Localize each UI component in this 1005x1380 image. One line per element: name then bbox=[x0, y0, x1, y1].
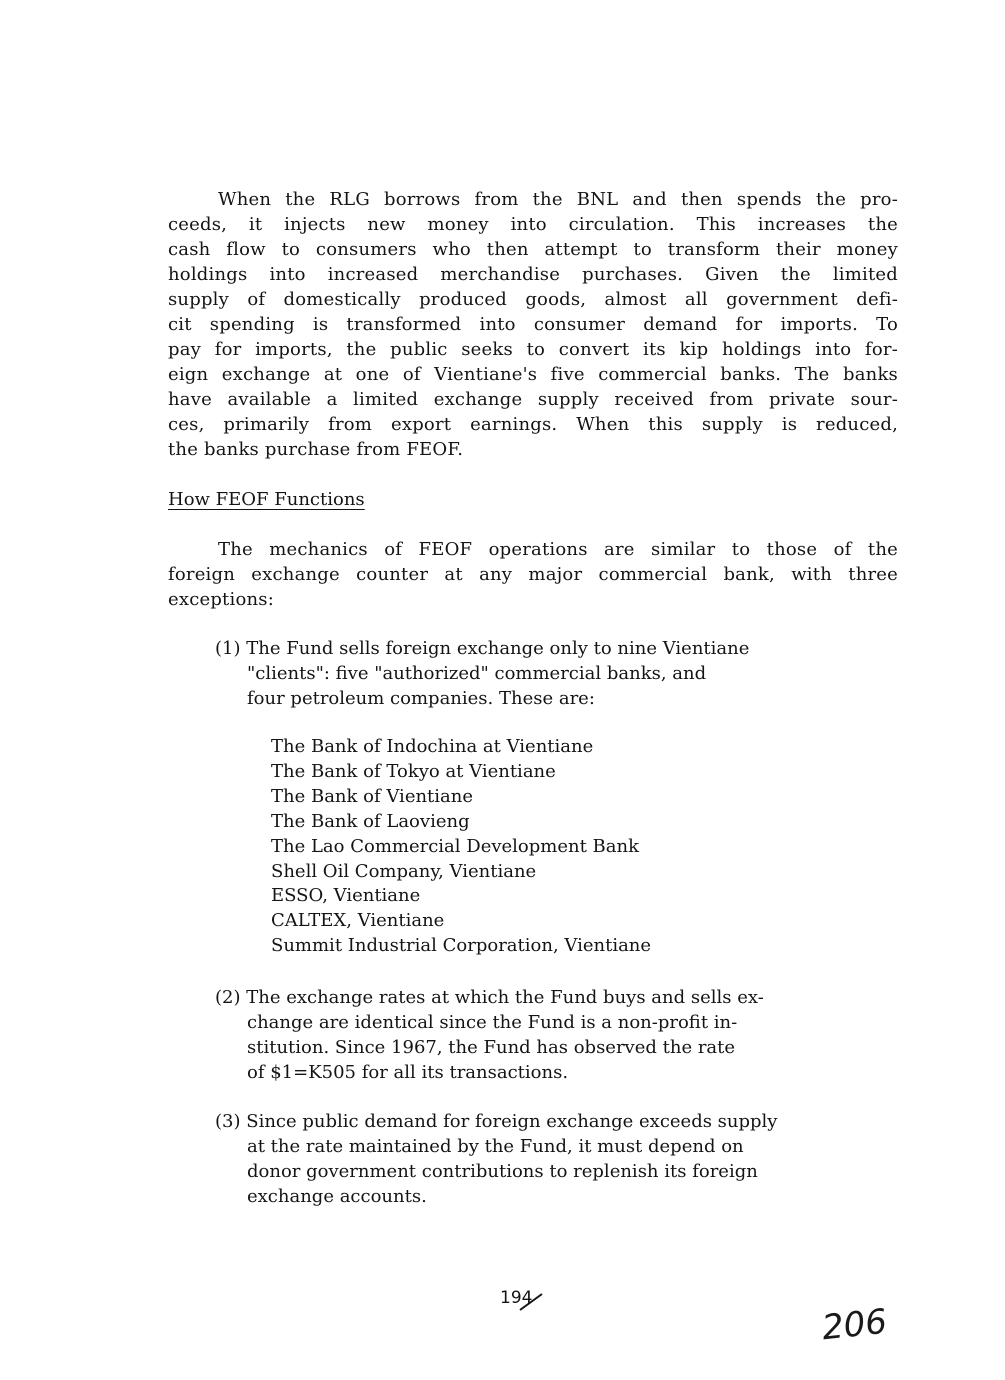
text-line: of $1=K505 for all its transactions. bbox=[247, 1062, 569, 1083]
text-line: When the RLG borrows from the BNL and then spends the pro- bbox=[218, 189, 898, 210]
text-line: cit spending is transformed into consumer demand for imports. To bbox=[168, 314, 898, 335]
text-line: at the rate maintained by the Fund, it must depend on bbox=[247, 1136, 744, 1157]
text-line: have available a limited exchange supply received from private sour- bbox=[168, 389, 898, 410]
text-line: cash flow to consumers who then attempt to transform their money bbox=[168, 239, 898, 260]
item-number: (1) bbox=[215, 638, 241, 659]
list-item: Shell Oil Company, Vientiane bbox=[271, 860, 537, 882]
exception-item-3 bbox=[215, 1109, 830, 1209]
paragraph-rlg-borrowing bbox=[168, 187, 898, 462]
list-item: The Bank of Indochina at Vientiane bbox=[271, 736, 594, 757]
text-line: The mechanics of FEOF operations are similar to those of the bbox=[218, 539, 898, 560]
list-item: Summit Industrial Corporation, Vientiane bbox=[271, 935, 652, 957]
text-line: stitution. Since 1967, the Fund has observed the rate bbox=[247, 1037, 736, 1058]
text-line: supply of domestically produced goods, almost all government defi- bbox=[168, 289, 898, 310]
section-heading: How FEOF Functions bbox=[168, 489, 365, 510]
text-line: ces, primarily from export earnings. When this supply is reduced, bbox=[168, 414, 898, 435]
text-line: eign exchange at one of Vientiane's five commercial banks. The banks bbox=[168, 364, 898, 385]
text-line: pay for imports, the public seeks to convert its kip holdings into for- bbox=[168, 339, 898, 360]
list-item: ESSO, Vientiane bbox=[271, 885, 421, 907]
list-item: The Bank of Laovieng bbox=[271, 810, 470, 832]
text-line: the banks purchase from FEOF. bbox=[168, 439, 464, 460]
text-line: (3) Since public demand for foreign exchange exceeds supply bbox=[215, 1111, 778, 1132]
text-line: four petroleum companies. These are: bbox=[247, 688, 595, 709]
page-number: 194 bbox=[500, 1288, 533, 1308]
item-number: (3) bbox=[215, 1111, 241, 1132]
list-item: The Bank of Tokyo at Vientiane bbox=[271, 760, 556, 782]
text-line: (2) The exchange rates at which the Fund buys and sells ex- bbox=[215, 987, 764, 1008]
exception-item-2 bbox=[215, 985, 830, 1085]
text-line: ceeds, it injects new money into circulation. This increases the bbox=[168, 214, 898, 235]
strikethrough-mark bbox=[518, 1292, 544, 1312]
list-item: The Lao Commercial Development Bank bbox=[271, 835, 640, 857]
text-line: donor government contributions to replenish its foreign bbox=[247, 1161, 758, 1182]
client-list bbox=[271, 735, 651, 959]
text-line: holdings into increased merchandise purchases. Given the limited bbox=[168, 264, 898, 285]
item-number: (2) bbox=[215, 987, 241, 1008]
exception-item-1 bbox=[215, 636, 830, 711]
text-line: exceptions: bbox=[168, 589, 274, 610]
text-line: exchange accounts. bbox=[247, 1186, 427, 1207]
list-item: CALTEX, Vientiane bbox=[271, 910, 445, 932]
paragraph-feof-mechanics bbox=[168, 537, 898, 612]
text-line: (1) The Fund sells foreign exchange only to nine Vientiane bbox=[215, 638, 750, 659]
handwritten-page-number: 206 bbox=[820, 1301, 889, 1349]
text-line: change are identical since the Fund is a non-profit in- bbox=[247, 1012, 738, 1033]
text-line: "clients": five "authorized" commercial banks, and bbox=[247, 663, 707, 684]
list-item: The Bank of Vientiane bbox=[271, 785, 474, 807]
text-line: foreign exchange counter at any major commercial bank, with three bbox=[168, 564, 898, 585]
